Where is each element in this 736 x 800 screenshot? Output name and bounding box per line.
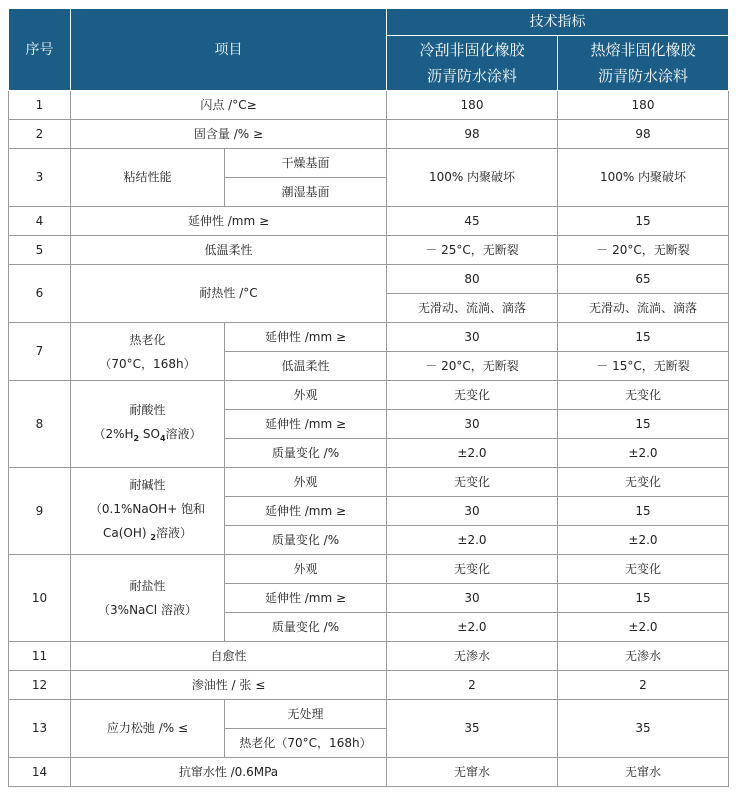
value-col1: 无滑动、流淌、滴落	[387, 294, 558, 323]
table-row	[9, 671, 729, 700]
value-col1: 98	[387, 120, 558, 149]
value-col2: 无渗水	[558, 642, 729, 671]
header-tech: 技术指标	[387, 9, 729, 36]
value-col1: ±2.0	[387, 613, 558, 642]
sub-label: 外观	[225, 468, 387, 497]
value-col1: 30	[387, 323, 558, 352]
value-col2: 无变化	[558, 381, 729, 410]
value-col1: － 20°C，无断裂	[387, 352, 558, 381]
row-number: 3	[9, 149, 71, 207]
value-col1: 180	[387, 91, 558, 120]
row-number: 7	[9, 323, 71, 381]
table-row	[9, 149, 729, 178]
row-number: 1	[9, 91, 71, 120]
row-label-line3: Ca(OH) $_2$溶液）	[103, 525, 192, 542]
row-label-line2: （$2\%H_2$ $SO_4$溶液）	[93, 426, 202, 443]
table-row	[9, 555, 729, 584]
row-label: 耐热性 /°C	[71, 265, 387, 323]
row-label	[71, 323, 225, 381]
value-col2: 15	[558, 207, 729, 236]
row-label: 固含量 /% ≥	[71, 120, 387, 149]
row-label: 粘结性能	[71, 149, 225, 207]
row-label-line1: 热老化	[129, 332, 166, 347]
row-number: 14	[9, 758, 71, 787]
value-col2: 2	[558, 671, 729, 700]
value-col1: 无变化	[387, 468, 558, 497]
spec-table	[8, 8, 729, 787]
value-col2: 98	[558, 120, 729, 149]
value-col2: ±2.0	[558, 439, 729, 468]
value-col2: 无窜水	[558, 758, 729, 787]
sub-label: 延伸性 /mm ≥	[225, 497, 387, 526]
row-label: 应力松弛 /% ≤	[71, 700, 225, 758]
value-col1: 30	[387, 410, 558, 439]
header-col1-line1: 冷刮非固化橡胶	[419, 41, 525, 59]
row-label: 闪点 /°C≥	[71, 91, 387, 120]
sub-label: 延伸性 /mm ≥	[225, 410, 387, 439]
sub-label: 低温柔性	[225, 352, 387, 381]
row-label: 延伸性 /mm ≥	[71, 207, 387, 236]
sub-label: 干燥基面	[225, 149, 387, 178]
row-number: 12	[9, 671, 71, 700]
table-row	[9, 91, 729, 120]
value-col1: 30	[387, 584, 558, 613]
value-col2: － 20°C，无断裂	[558, 236, 729, 265]
value-col1: 35	[387, 700, 558, 758]
sub-label: 外观	[225, 381, 387, 410]
row-number: 10	[9, 555, 71, 642]
sub-label: 质量变化 /%	[225, 526, 387, 555]
value-col2: ±2.0	[558, 526, 729, 555]
value-col2: 65	[558, 265, 729, 294]
table-row	[9, 468, 729, 497]
table-row	[9, 236, 729, 265]
header-item: 项目	[71, 9, 387, 91]
value-col2: 15	[558, 410, 729, 439]
value-col1: 无变化	[387, 381, 558, 410]
table-row	[9, 323, 729, 352]
sub-label: 外观	[225, 555, 387, 584]
header-col2-line2: 沥青防水涂料	[597, 67, 688, 85]
row-label-line1: 耐碱性	[129, 477, 166, 492]
row-label-line1: 耐酸性	[129, 402, 166, 417]
header-seq: 序号	[9, 9, 71, 91]
table-row	[9, 381, 729, 410]
row-label	[71, 555, 225, 642]
row-label	[71, 381, 225, 468]
row-label-line2: （0.1%NaOH+ 饱和	[89, 501, 206, 516]
header-col1	[387, 36, 558, 91]
table-row	[9, 642, 729, 671]
sub-label: 潮湿基面	[225, 178, 387, 207]
row-number: 11	[9, 642, 71, 671]
table-row	[9, 758, 729, 787]
row-label	[71, 468, 225, 555]
row-label-line1: 耐盐性	[129, 579, 166, 593]
table-row	[9, 265, 729, 294]
table-row	[9, 207, 729, 236]
value-col1: 无渗水	[387, 642, 558, 671]
row-number: 9	[9, 468, 71, 555]
value-col1: 30	[387, 497, 558, 526]
value-col1: 2	[387, 671, 558, 700]
value-col1: 45	[387, 207, 558, 236]
table-row	[9, 120, 729, 149]
sub-label: 无处理	[225, 700, 387, 729]
row-label-line2: （3%NaCl 溶液）	[98, 603, 197, 617]
value-col2: 180	[558, 91, 729, 120]
value-col1: ±2.0	[387, 526, 558, 555]
value-col1: 80	[387, 265, 558, 294]
sub-label: 热老化（70°C，168h）	[225, 729, 387, 758]
value-col2: 15	[558, 323, 729, 352]
value-col1: － 25°C，无断裂	[387, 236, 558, 265]
value-col1: 100% 内聚破坏	[387, 149, 558, 207]
value-col1: ±2.0	[387, 439, 558, 468]
header-col2	[558, 36, 729, 91]
value-col1: 无窜水	[387, 758, 558, 787]
row-number: 6	[9, 265, 71, 323]
header-col1-line2: 沥青防水涂料	[426, 67, 517, 85]
header-col2-line1: 热熔非固化橡胶	[590, 41, 696, 59]
value-col2: ±2.0	[558, 613, 729, 642]
row-number: 8	[9, 381, 71, 468]
value-col2: 无变化	[558, 468, 729, 497]
value-col2: 15	[558, 497, 729, 526]
value-col2: 100% 内聚破坏	[558, 149, 729, 207]
row-label: 低温柔性	[71, 236, 387, 265]
row-number: 5	[9, 236, 71, 265]
row-label-line2: （70°C，168h）	[99, 356, 196, 371]
row-label: 渗油性 / 张 ≤	[71, 671, 387, 700]
sub-label: 质量变化 /%	[225, 613, 387, 642]
value-col2: 15	[558, 584, 729, 613]
value-col2: 35	[558, 700, 729, 758]
table-row	[9, 700, 729, 729]
value-col2: 无滑动、流淌、滴落	[558, 294, 729, 323]
row-number: 4	[9, 207, 71, 236]
row-label: 抗窜水性 /0.6MPa	[71, 758, 387, 787]
row-label: 自愈性	[71, 642, 387, 671]
sub-label: 延伸性 /mm ≥	[225, 323, 387, 352]
row-number: 2	[9, 120, 71, 149]
value-col2: 无变化	[558, 555, 729, 584]
sub-label: 质量变化 /%	[225, 439, 387, 468]
value-col1: 无变化	[387, 555, 558, 584]
row-number: 13	[9, 700, 71, 758]
sub-label: 延伸性 /mm ≥	[225, 584, 387, 613]
value-col2: － 15°C，无断裂	[558, 352, 729, 381]
